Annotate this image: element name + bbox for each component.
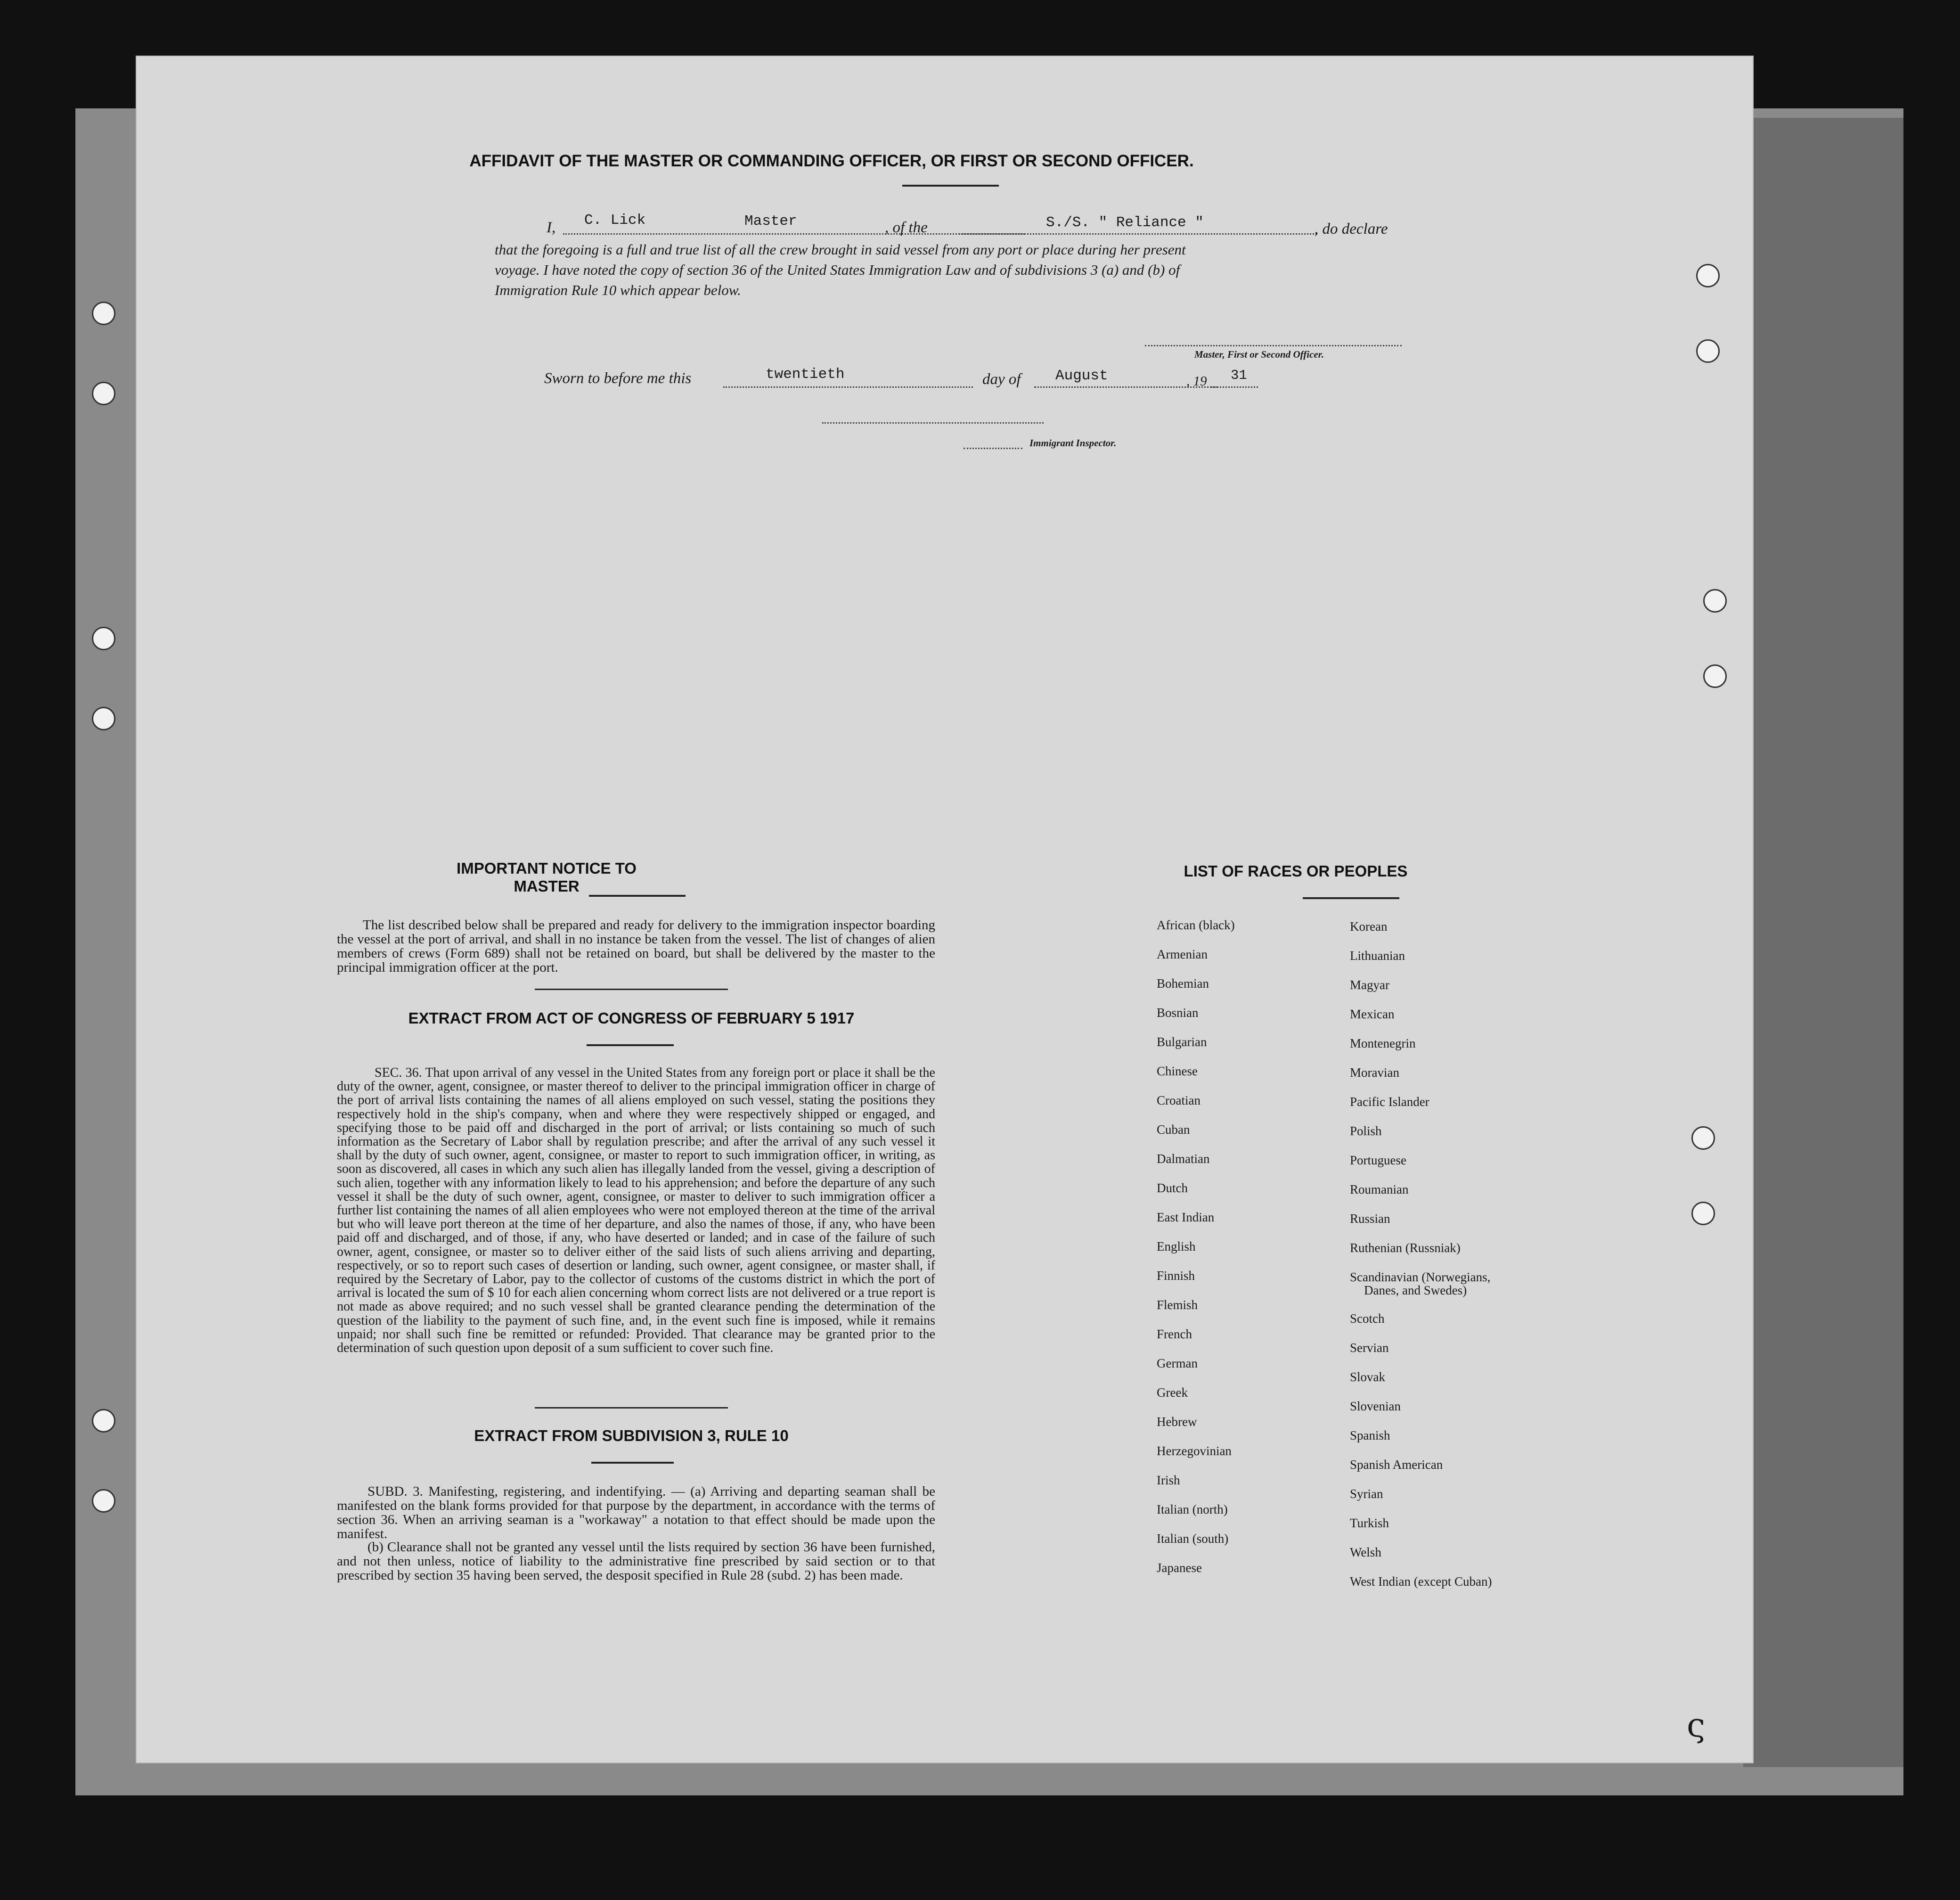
race-item: Irish [1157, 1473, 1180, 1487]
day-value: twentieth [766, 366, 845, 383]
master-name-value: C. Lick [584, 212, 646, 229]
year-value: 31 [1231, 368, 1247, 383]
declare-label: , do declare [1315, 221, 1388, 238]
affidavit-body-line1: that the foregoing is a full and true list of all the crew brought in said vessel from any port or place during her present [495, 241, 1186, 258]
binder-hole [92, 302, 115, 325]
rule-extract-rule [591, 1462, 674, 1464]
act-extract-body: SEC. 36. That upon arrival of any vessel in the United States from any foreign port or place it shall be the duty of the owner, agent, consignee, or master thereof to deliver to the principal immigration officer in charge of the port of arrival lists containing the names of all aliens employed on such vessel, stating the positions they respectively hold in the ship's company, when and where they were respectively shipped or engaged, and specifying those to be paid off and discharged in the port of arrival; or lists containing so much of such information as the Secretary of Labor shall by regulation prescribe; and after the arrival of any such vessel it shall by the duty of such owner, agent, consignee, or master to report to such immigration officer, in writing, as soon as discovered, all cases in which any such alien has illegally landed from the vessel, giving a description of such alien, together with any information likely to lead to his apprehension; and before the departure of any such vessel it shall be the duty of such owner, agent, consignee, or master to deliver to such immigration officer a further list containing the names of all alien employees who were not employed thereon at the time of the arrival but who will leave port thereon at the time of her departure, and also the names of those, if any, who have been paid off and discharged, and of those, if any, who have deserted or landed; and in case of the failure of such owner, agent, consignee, or master so to deliver either of the said lists of such aliens arriving and departing, respectively, or so to report such cases of desertion or landing, such owner, agent consignee, or master shall, if required by the Secretary of Labor, pay to the collector of customs of the customs district in which the port of arrival is located the sum of $ 10 for each alien concerning whom correct lists are not delivered or a true report is not made as above required; and no such vessel shall be granted clearance pending the determination of the question of the liability to the payment of such fine, and, in the event such fine is imposed, while it remains unpaid; nor shall such fine be remitted or refunded: Provided. That clearance may be granted prior to the determination of such question upon deposit of a sum sufficient to cover such fine. [337, 1065, 935, 1356]
race-item: Pacific Islander [1350, 1095, 1429, 1109]
race-item: Bohemian [1157, 976, 1209, 991]
race-item: Finnish [1157, 1269, 1195, 1283]
officer-signature-line [1145, 345, 1402, 346]
race-item: Servian [1350, 1341, 1389, 1355]
race-item: Spanish American [1350, 1458, 1443, 1472]
race-item: Italian (south) [1157, 1531, 1229, 1546]
binder-hole [92, 627, 115, 650]
race-item: Lithuanian [1350, 949, 1405, 963]
name-field-line [563, 233, 1025, 235]
race-item: Slovak [1350, 1370, 1386, 1384]
section-divider [535, 989, 728, 990]
of-the-label: , of the [885, 219, 928, 236]
vessel-field-line [959, 233, 1317, 235]
affidavit-i-label: I, [547, 219, 556, 236]
race-item: Cuban [1157, 1122, 1190, 1137]
inspector-line-upper [822, 422, 1044, 424]
notice-body: The list described below shall be prepared and ready for delivery to the immigration inspector boarding the vessel at the port of arrival, and shall in no instance be taken from the vessel. The list of changes of alien members of crews (Form 689) shall not be retained on board, but shall be delivered by the master to the principal immigration officer at the port. [337, 917, 935, 975]
race-item: Hebrew [1157, 1415, 1197, 1429]
binder-hole [1696, 264, 1720, 287]
rule-extract-title: EXTRACT FROM SUBDIVISION 3, RULE 10 [474, 1427, 789, 1444]
race-item: West Indian (except Cuban) [1350, 1574, 1492, 1589]
race-item: Dutch [1157, 1181, 1188, 1195]
act-extract-rule [587, 1044, 674, 1046]
race-item: Croatian [1157, 1093, 1200, 1107]
binder-hole [1696, 339, 1720, 363]
race-item: Welsh [1350, 1545, 1381, 1559]
race-item: Spanish [1350, 1428, 1390, 1442]
binder-hole [1703, 664, 1727, 688]
races-title: LIST OF RACES OR PEOPLES [1184, 862, 1408, 880]
background-sheet-edge [1743, 118, 1903, 1767]
binder-hole [92, 382, 115, 405]
race-item: Danes, and Swedes) [1364, 1283, 1467, 1297]
race-item: Italian (north) [1157, 1502, 1228, 1516]
race-item: Dalmatian [1157, 1152, 1210, 1166]
race-item: Turkish [1350, 1516, 1389, 1530]
handwritten-mark: ς [1687, 1706, 1706, 1744]
day-of-label: day of [982, 371, 1021, 388]
race-item: East Indian [1157, 1210, 1215, 1224]
year-field-line [1211, 386, 1258, 388]
race-item: Ruthenian (Russniak) [1350, 1241, 1461, 1255]
race-item: Chinese [1157, 1064, 1198, 1078]
sworn-label: Sworn to before me this [544, 370, 692, 387]
race-item: Flemish [1157, 1298, 1198, 1312]
races-rule [1303, 897, 1399, 899]
race-item: Syrian [1350, 1487, 1383, 1501]
document-page [137, 57, 1753, 1762]
binder-hole [92, 1489, 115, 1513]
race-item: Scandinavian (Norwegians, [1350, 1270, 1491, 1284]
affidavit-body-line2: voyage. I have noted the copy of section 36 of the United States Immigration Law and of subdivisions 3 (a) and (b) of [495, 262, 1180, 278]
affidavit-title: AFFIDAVIT OF THE MASTER OR COMMANDING OFFICER, OR FIRST OR SECOND OFFICER. [469, 152, 1194, 170]
race-item: Japanese [1157, 1561, 1202, 1575]
race-item: Greek [1157, 1385, 1188, 1400]
rule-extract-body-a: SUBD. 3. Manifesting, registering, and indentifying. — (a) Arriving and departing seaman shall be manifested on the blank forms provided for that purpose by the department, in accordance with the terms of section 36. When an arriving seaman is a "workaway" a notation to that effect should be made upon the manifest. [337, 1484, 935, 1541]
officer-signature-caption: Master, First or Second Officer. [1194, 349, 1324, 360]
race-item: Polish [1350, 1124, 1382, 1138]
race-item: English [1157, 1239, 1196, 1253]
race-item: African (black) [1157, 918, 1235, 932]
affidavit-body-line3: Immigration Rule 10 which appear below. [495, 282, 741, 298]
binder-hole [92, 1409, 115, 1433]
race-item: Moravian [1350, 1065, 1399, 1080]
act-extract-title: EXTRACT FROM ACT OF CONGRESS OF FEBRUARY 5 1917 [408, 1009, 855, 1027]
race-item: Roumanian [1350, 1182, 1409, 1196]
race-item: Bosnian [1157, 1006, 1199, 1020]
master-rank-value: Master [744, 213, 797, 229]
section-divider [535, 1407, 728, 1409]
race-item: Montenegrin [1350, 1036, 1416, 1050]
race-item: Russian [1350, 1212, 1390, 1226]
race-item: Herzegovinian [1157, 1444, 1232, 1458]
month-value: August [1055, 368, 1108, 384]
binder-hole [1691, 1202, 1715, 1225]
race-item: Bulgarian [1157, 1035, 1207, 1049]
race-item: Magyar [1350, 978, 1389, 992]
binder-hole [1691, 1126, 1715, 1150]
binder-hole [1703, 589, 1727, 613]
race-item: German [1157, 1356, 1198, 1370]
notice-rule [589, 895, 686, 897]
inspector-caption: Immigrant Inspector. [1029, 437, 1117, 449]
race-item: Armenian [1157, 947, 1208, 961]
race-item: Portuguese [1350, 1153, 1406, 1167]
race-item: French [1157, 1327, 1192, 1341]
rule-extract-body-b: (b) Clearance shall not be granted any vessel until the lists required by section 36 have been furnished, and not then unless, notice of liability to the administrative fine prescribed by said section or to that prescribed by section 35 having been served, the desposit specified in Rule 28 (subd. 2) has been made. [337, 1540, 935, 1583]
day-field-line [723, 386, 973, 388]
year-prefix: , 19 [1186, 374, 1207, 389]
race-item: Slovenian [1350, 1399, 1401, 1413]
title-rule [902, 185, 999, 187]
race-item: Korean [1350, 919, 1388, 934]
binder-hole [92, 707, 115, 730]
vessel-name-value: S./S. " Reliance " [1046, 214, 1204, 231]
race-item: Scotch [1350, 1311, 1385, 1326]
notice-title: IMPORTANT NOTICE TO MASTER [457, 860, 637, 895]
inspector-line-lower [964, 448, 1022, 449]
race-item: Mexican [1350, 1007, 1395, 1021]
